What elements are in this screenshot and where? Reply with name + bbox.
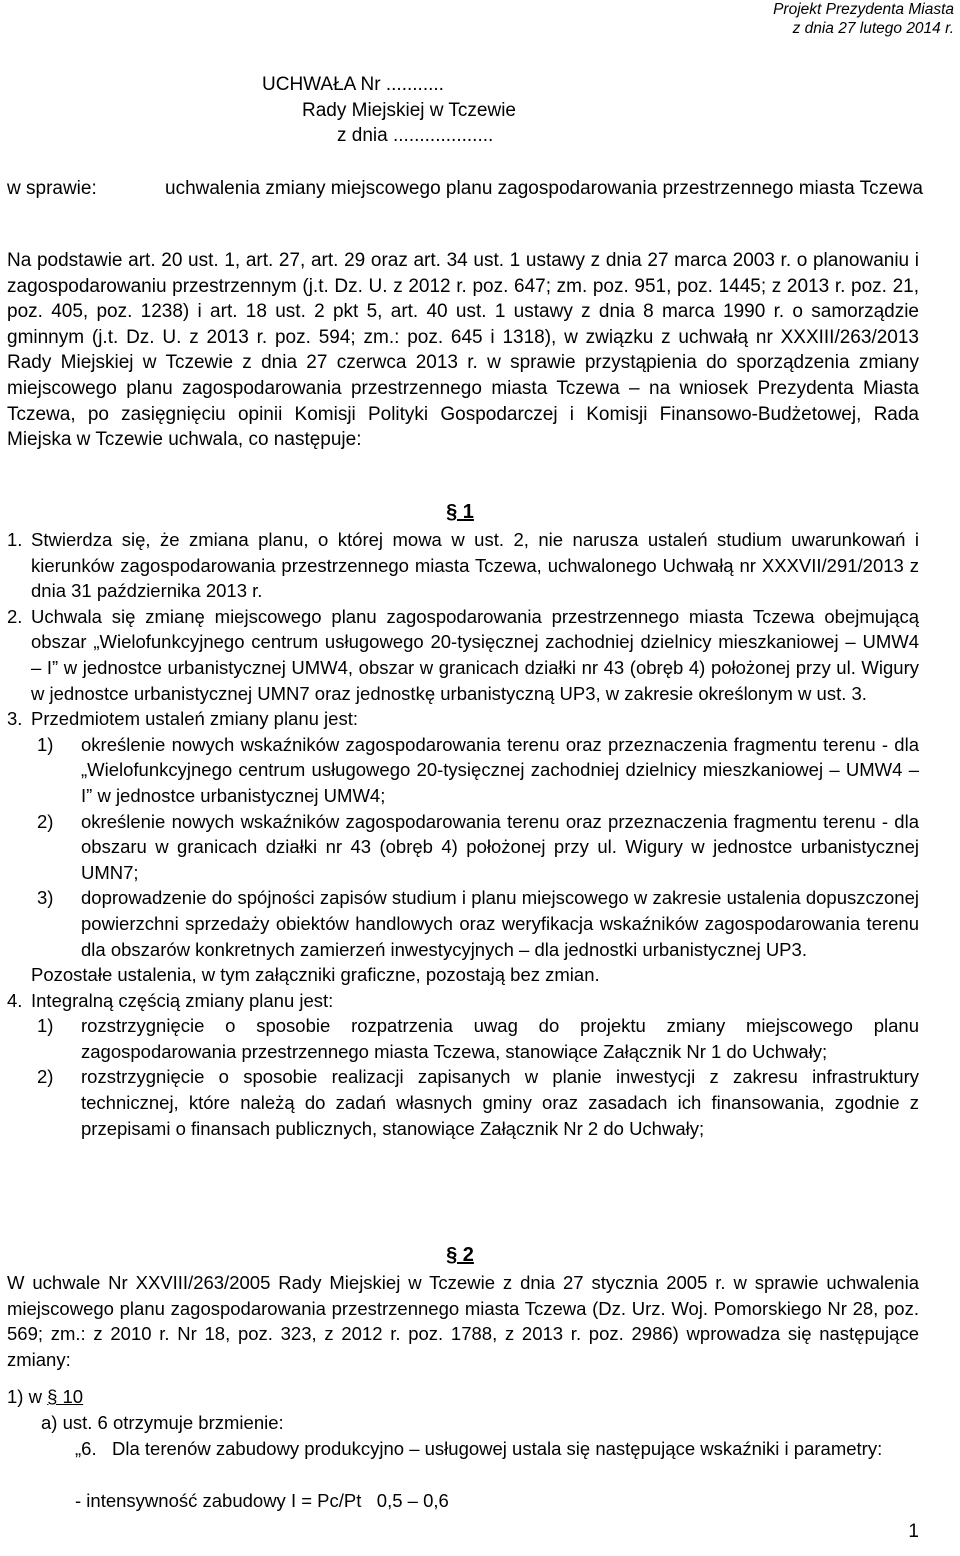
title-line-2: Rady Miejskiej w Tczewie — [302, 99, 516, 121]
legal-basis-paragraph: Na podstawie art. 20 ust. 1, art. 27, art. 29 oraz art. 34 ust. 1 ustawy z dnia 27 marca 2003 r. o planowaniu i zagospodarowaniu przestrzennym (j.t. Dz. U. z 2012 r. poz. 647; zm. poz. 951, poz. 1445; z 2013 r. poz. 21, poz. 405, poz. 1238) i art. 18 ust. 2 pkt 5, art. 40 ust. 1 ustawy z dnia 8 marca 1990 r. o samorządzie gminnym (j.t. Dz. U. z 2013 r. poz. 594; zm.: poz. 645 i 1318), w związku z uchwałą nr XXXIII/263/2013 Rady Miejskiej w Tczewie z dnia 27 czerwca 2013 r. w sprawie przystąpienia do sporządzenia zmiany miejscowego planu zagospodarowania przestrzennego miasta Tczewa – na wniosek Prezydenta Miasta Tczewa, po zasięgnięciu opinii Komisji Polityki Gospodarczej i Komisji Finansowo-Budżetowej, Rada Miejska w Tczewie uchwala, co następuje: — [7, 250, 919, 451]
quoted-provision: „6. Dla terenów zabudowy produkcyjno – usługowej ustala się następujące wskaźniki i parametry: — [75, 1438, 883, 1459]
item-text: Integralną częścią zmiany planu jest: — [31, 989, 334, 1011]
item-number: 4. — [7, 989, 23, 1011]
section-2-mark: § 2 — [446, 1244, 474, 1266]
section-1-items — [7, 527, 919, 1141]
section-1-item-2 — [7, 604, 919, 706]
section-1-mark: § 1 — [446, 501, 474, 523]
section-2-intro: W uchwale Nr XXVIII/263/2005 Rady Miejskiej w Tczewie z dnia 27 stycznia 2005 r. w sprawie uchwalenia miejscowego planu zagospodarowania przestrzennego miasta Tczewa (Dz. Urz. Woj. Pomorskiego Nr 28, poz. 569; zm.: z 2010 r. Nr 18, poz. 323, z 2012 r. poz. 1788, z 2013 r. poz. 2986) wprowadza się następujące zmiany: — [7, 1272, 919, 1370]
item-text: Przedmiotem ustaleń zmiany planu jest: — [31, 708, 358, 730]
item-number: 3. — [7, 708, 23, 730]
item-text: Uchwala się zmianę miejscowego planu zagospodarowania przestrzennego miasta Tczewa obejmującą obszar „Wielofunkcyjnego centrum usługowego 20-tysięcznej zachodniej dzielnicy mieszkaniowej – UMW4 – I” w jednostce urbanistycznej UMW4, obszar w granicach działki nr 43 (obręb 4) położonej przy ul. Wigury w jednostce urbanistycznej UMN7 oraz jednostkę urbanistyczną UP3, w zakresie określonym w ust. 3. — [31, 605, 919, 704]
item-3-sub-3 — [37, 885, 919, 962]
title-line-3: z dnia ................... — [337, 125, 494, 147]
sub-number: 1) — [37, 733, 54, 755]
indicator-bullet-1: - intensywność zabudowy I = Pc/Pt 0,5 – 0,6 — [75, 1490, 449, 1511]
section-1-item-1 — [7, 527, 919, 604]
draft-note-line1: Projekt Prezydenta Miasta — [773, 1, 954, 18]
item-text: Stwierdza się, że zmiana planu, o której mowa w ust. 2, nie narusza ustaleń studium uwarunkowań i kierunków zagospodarowania przestrzennego miasta Tczewa, uchwalonego Uchwałą nr XXXVII/291/2013 z dnia 31 października 2013 r. — [31, 529, 919, 602]
change-1-prefix: 1) w — [7, 1386, 48, 1407]
sub-text: określenie nowych wskaźników zagospodarowania terenu oraz przeznaczenia fragmentu terenu - dla „Wielofunkcyjnego centrum usługowego 20-tysięcznej zachodniej dzielnicy mieszkaniowej – UMW4 – I” w jednostce urbanistycznej UMW4; — [81, 733, 919, 806]
title-line-1: UCHWAŁA Nr ........... — [262, 74, 444, 95]
sub-text: rozstrzygnięcie o sposobie realizacji zapisanych w planie inwestycji z zakresu infrastruktury technicznej, które należą do zadań własnych gminy oraz zasadach ich finansowania, zgodnie z przepisami o finansach publicznych, stanowiące Załącznik Nr 2 do Uchwały; — [81, 1066, 919, 1139]
draft-note — [773, 0, 954, 38]
item-4-sub-1 — [37, 1013, 919, 1064]
item-number: 2. — [7, 605, 23, 627]
sub-text: doprowadzenie do spójności zapisów studium i planu miejscowego w zakresie ustalenia dopuszczonej powierzchni sprzedaży obiektów handlowych oraz weryfikacja wskaźników zagospodarowania terenu dla obszarów konkretnych zamierzeń inwestycyjnych – dla jednostki urbanistycznej UP3. — [81, 887, 919, 960]
sub-number: 2) — [37, 810, 54, 832]
change-1-paragraph: § 10 — [47, 1386, 84, 1407]
item-3-sublist — [7, 732, 919, 962]
change-1 — [7, 1384, 83, 1410]
item-number: 1. — [7, 529, 23, 550]
item-3-note: Pozostałe ustalenia, w tym załączniki graficzne, pozostają bez zmian. — [31, 964, 600, 986]
sub-number: 1) — [37, 1015, 54, 1037]
item-4-sub-2 — [37, 1064, 919, 1141]
subject-label: w sprawie: — [7, 178, 97, 199]
section-1-item-3 — [7, 706, 919, 732]
item-3-sub-2 — [37, 809, 919, 886]
sub-number: 3) — [37, 887, 54, 909]
document-title — [262, 72, 516, 149]
item-3-sub-1 — [37, 732, 919, 809]
draft-note-line2: z dnia 27 lutego 2014 r. — [792, 20, 954, 37]
item-4-sublist — [7, 1013, 919, 1141]
section-1-item-4 — [7, 988, 919, 1014]
subject-text: uchwalenia zmiany miejscowego planu zagospodarowania przestrzennego miasta Tczewa — [165, 178, 923, 199]
page-number: 1 — [908, 1521, 919, 1542]
sub-number: 2) — [37, 1066, 54, 1088]
sub-text: określenie nowych wskaźników zagospodarowania terenu oraz przeznaczenia fragmentu terenu - dla obszaru w granicach działki nr 43 (obręb 4) położonej przy ul. Wigury w jednostce urbanistycznej UMN7; — [81, 810, 919, 883]
change-1-a: a) ust. 6 otrzymuje brzmienie: — [41, 1412, 284, 1433]
sub-text: rozstrzygnięcie o sposobie rozpatrzenia uwag do projektu zmiany miejscowego planu zagospodarowania przestrzennego miasta Tczewa, stanowiące Załącznik Nr 1 do Uchwały; — [81, 1015, 919, 1062]
